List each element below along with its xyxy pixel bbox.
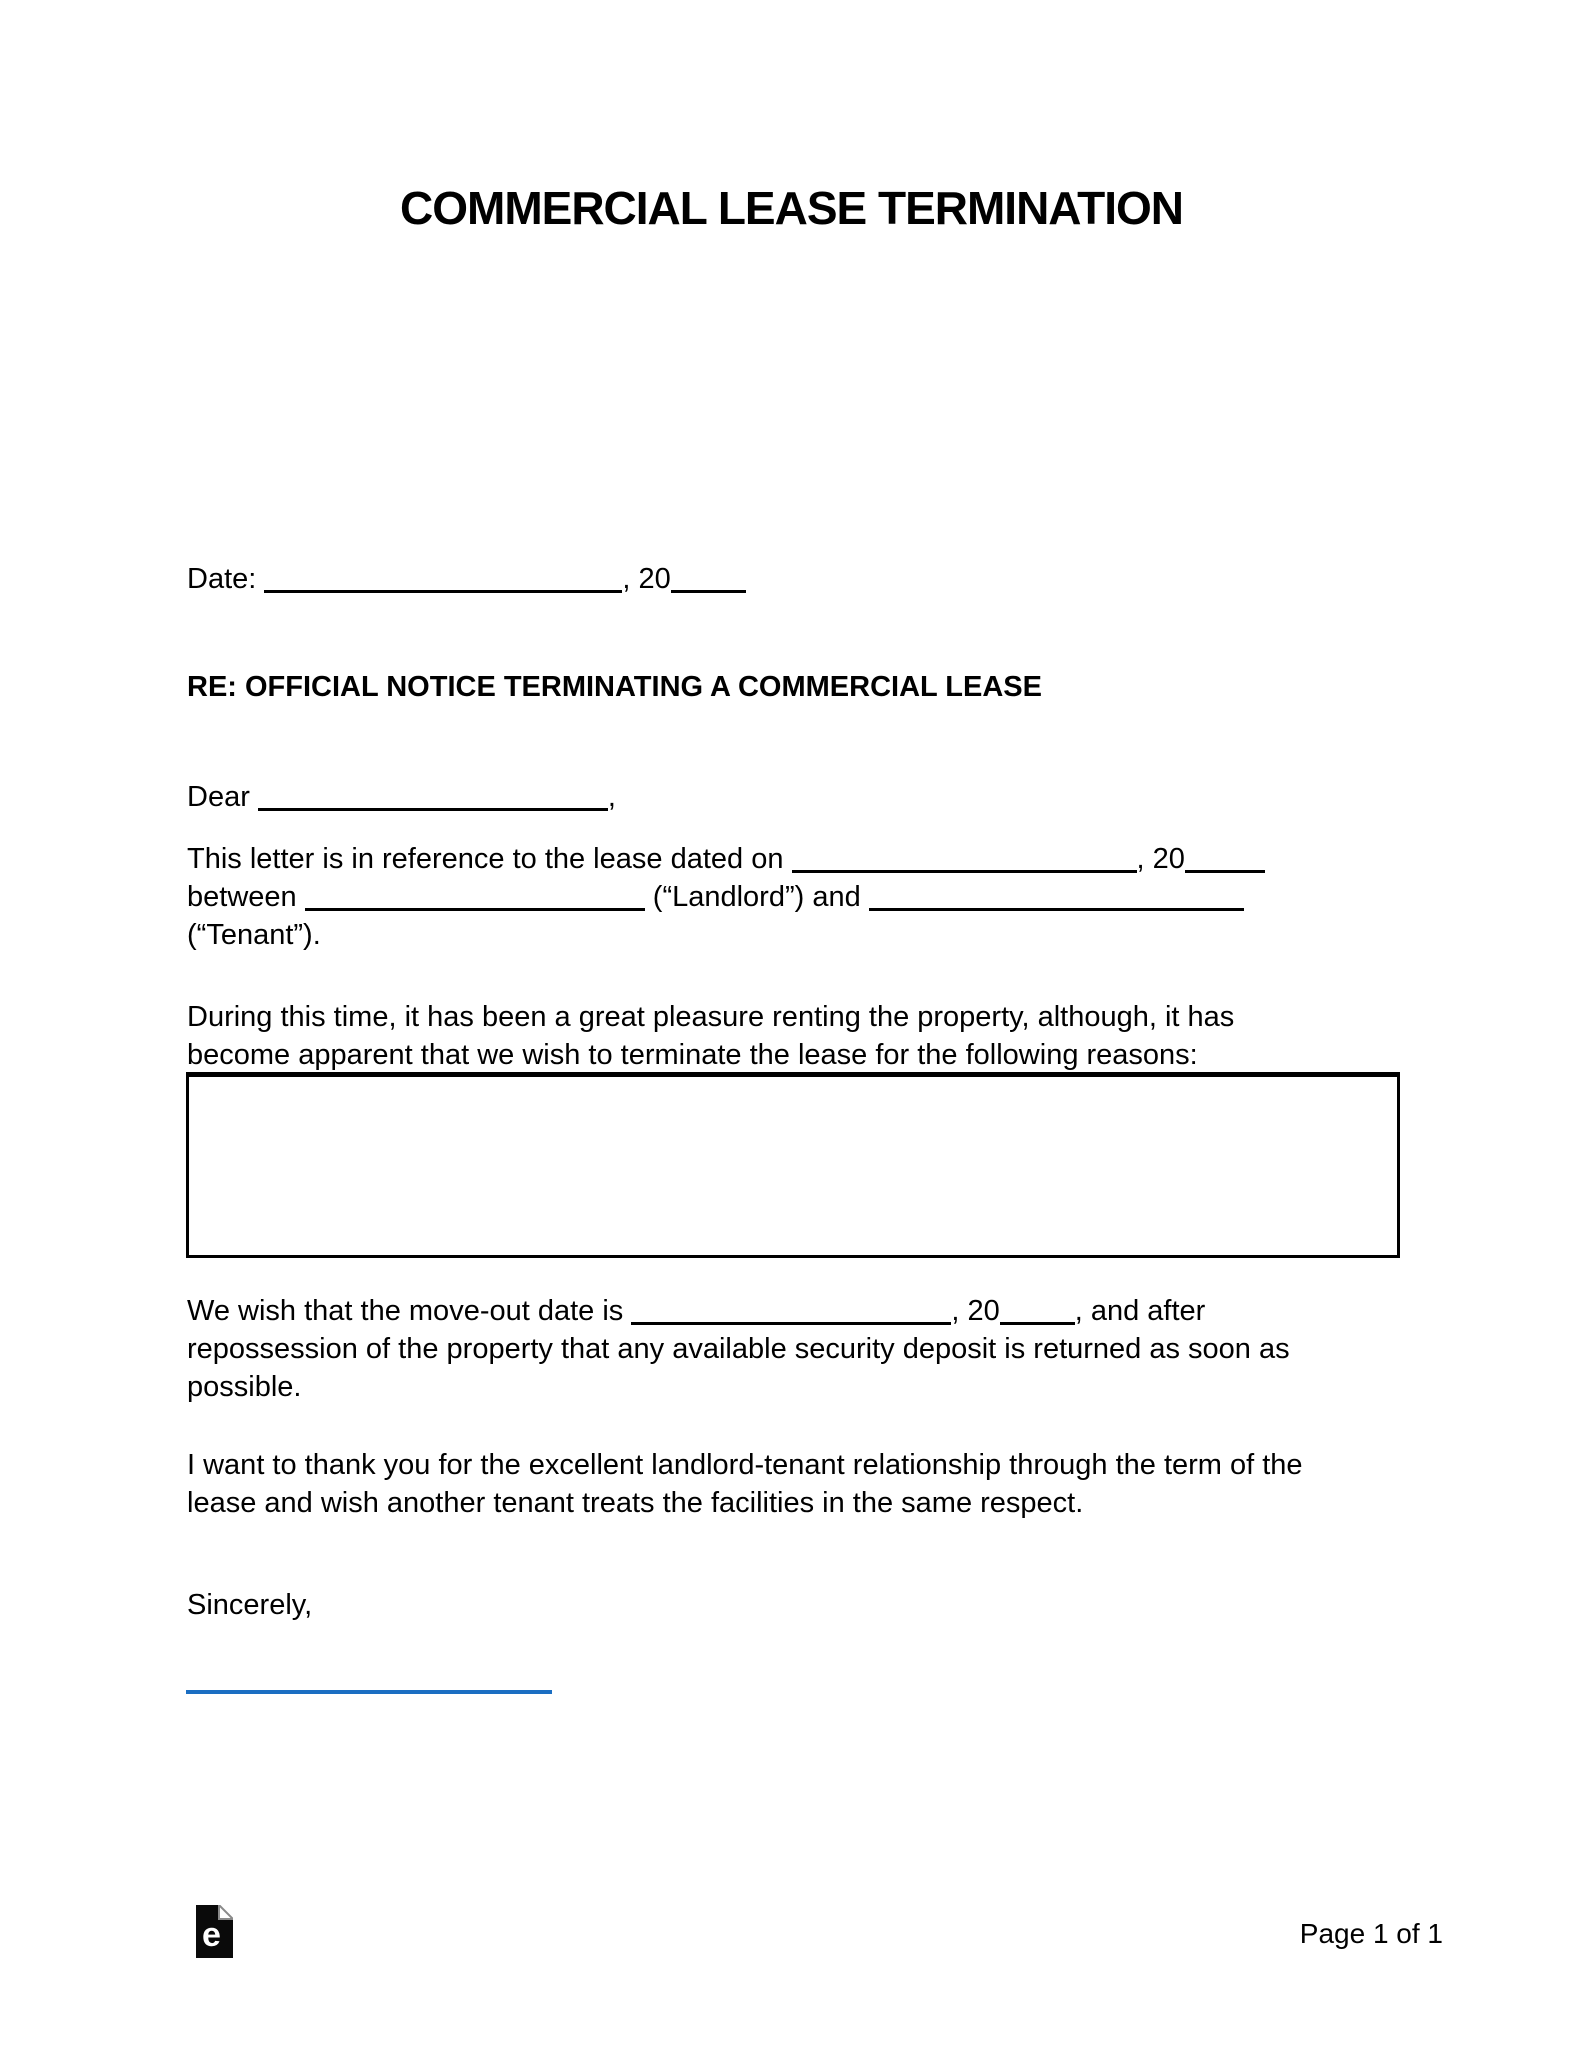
date-blank-field[interactable]	[264, 590, 622, 593]
reference-line2-text1: between	[187, 881, 297, 913]
moveout-line-3: possible.	[187, 1371, 302, 1403]
salutation-line	[187, 778, 1402, 816]
document-title: COMMERCIAL LEASE TERMINATION	[400, 182, 1183, 234]
thanks-line-1: I want to thank you for the excellent landlord-tenant relationship through the term of the	[187, 1449, 1303, 1481]
signature-line[interactable]	[186, 1690, 552, 1694]
moveout-line1-text: We wish that the move-out date is	[187, 1295, 624, 1327]
moveout-line-1	[187, 1292, 1402, 1330]
lease-date-blank-field[interactable]	[792, 870, 1137, 873]
date-label: Date:	[187, 563, 257, 595]
moveout-date-blank-field[interactable]	[631, 1322, 951, 1325]
logo-letter: e	[202, 1916, 221, 1954]
tenant-name-blank-field[interactable]	[869, 908, 1244, 911]
eforms-logo-icon	[196, 1905, 233, 1958]
salutation-suffix: ,	[607, 781, 616, 813]
reasons-input-box[interactable]	[186, 1072, 1400, 1258]
reason-line-2: become apparent that we wish to terminate the lease for the following reasons:	[187, 1039, 1198, 1071]
lease-year-blank-field[interactable]	[1185, 870, 1265, 873]
landlord-name-blank-field[interactable]	[305, 908, 645, 911]
page-indicator: Page 1 of 1	[1299, 1918, 1443, 1949]
closing-line: Sincerely,	[187, 1589, 313, 1621]
reference-line2-text2: (“Landlord”) and	[652, 881, 861, 913]
reference-line3-text: (“Tenant”).	[187, 919, 321, 951]
moveout-line-2: repossession of the property that any available security deposit is returned as soon as	[187, 1333, 1290, 1365]
moveout-year-blank-field[interactable]	[1000, 1322, 1075, 1325]
document-page-icon	[196, 1905, 233, 1958]
reference-line1-year-prefix: , 20	[1136, 843, 1185, 875]
moveout-year-prefix: , 20	[951, 1295, 1000, 1327]
subject-line: RE: OFFICIAL NOTICE TERMINATING A COMMERCIAL LEASE	[187, 671, 1042, 703]
salutation-prefix: Dear	[187, 781, 250, 813]
date-line	[187, 560, 1402, 598]
reference-line-1	[187, 840, 1402, 878]
thanks-paragraph	[187, 1446, 1402, 1522]
reference-line1-text: This letter is in reference to the lease dated on	[187, 843, 784, 875]
moveout-paragraph	[187, 1292, 1402, 1406]
reason-paragraph	[187, 998, 1402, 1074]
thanks-line-2: lease and wish another tenant treats the facilities in the same respect.	[187, 1487, 1084, 1519]
date-year-blank-field[interactable]	[671, 590, 746, 593]
reference-line-2	[187, 878, 1402, 916]
date-year-prefix: , 20	[622, 563, 671, 595]
salutation-name-blank-field[interactable]	[258, 808, 608, 811]
moveout-line1-tail: , and after	[1074, 1295, 1206, 1327]
reference-paragraph	[187, 840, 1402, 954]
reference-line-3	[187, 916, 1402, 954]
reason-line-1: During this time, it has been a great pleasure renting the property, although, it has	[187, 1001, 1235, 1033]
